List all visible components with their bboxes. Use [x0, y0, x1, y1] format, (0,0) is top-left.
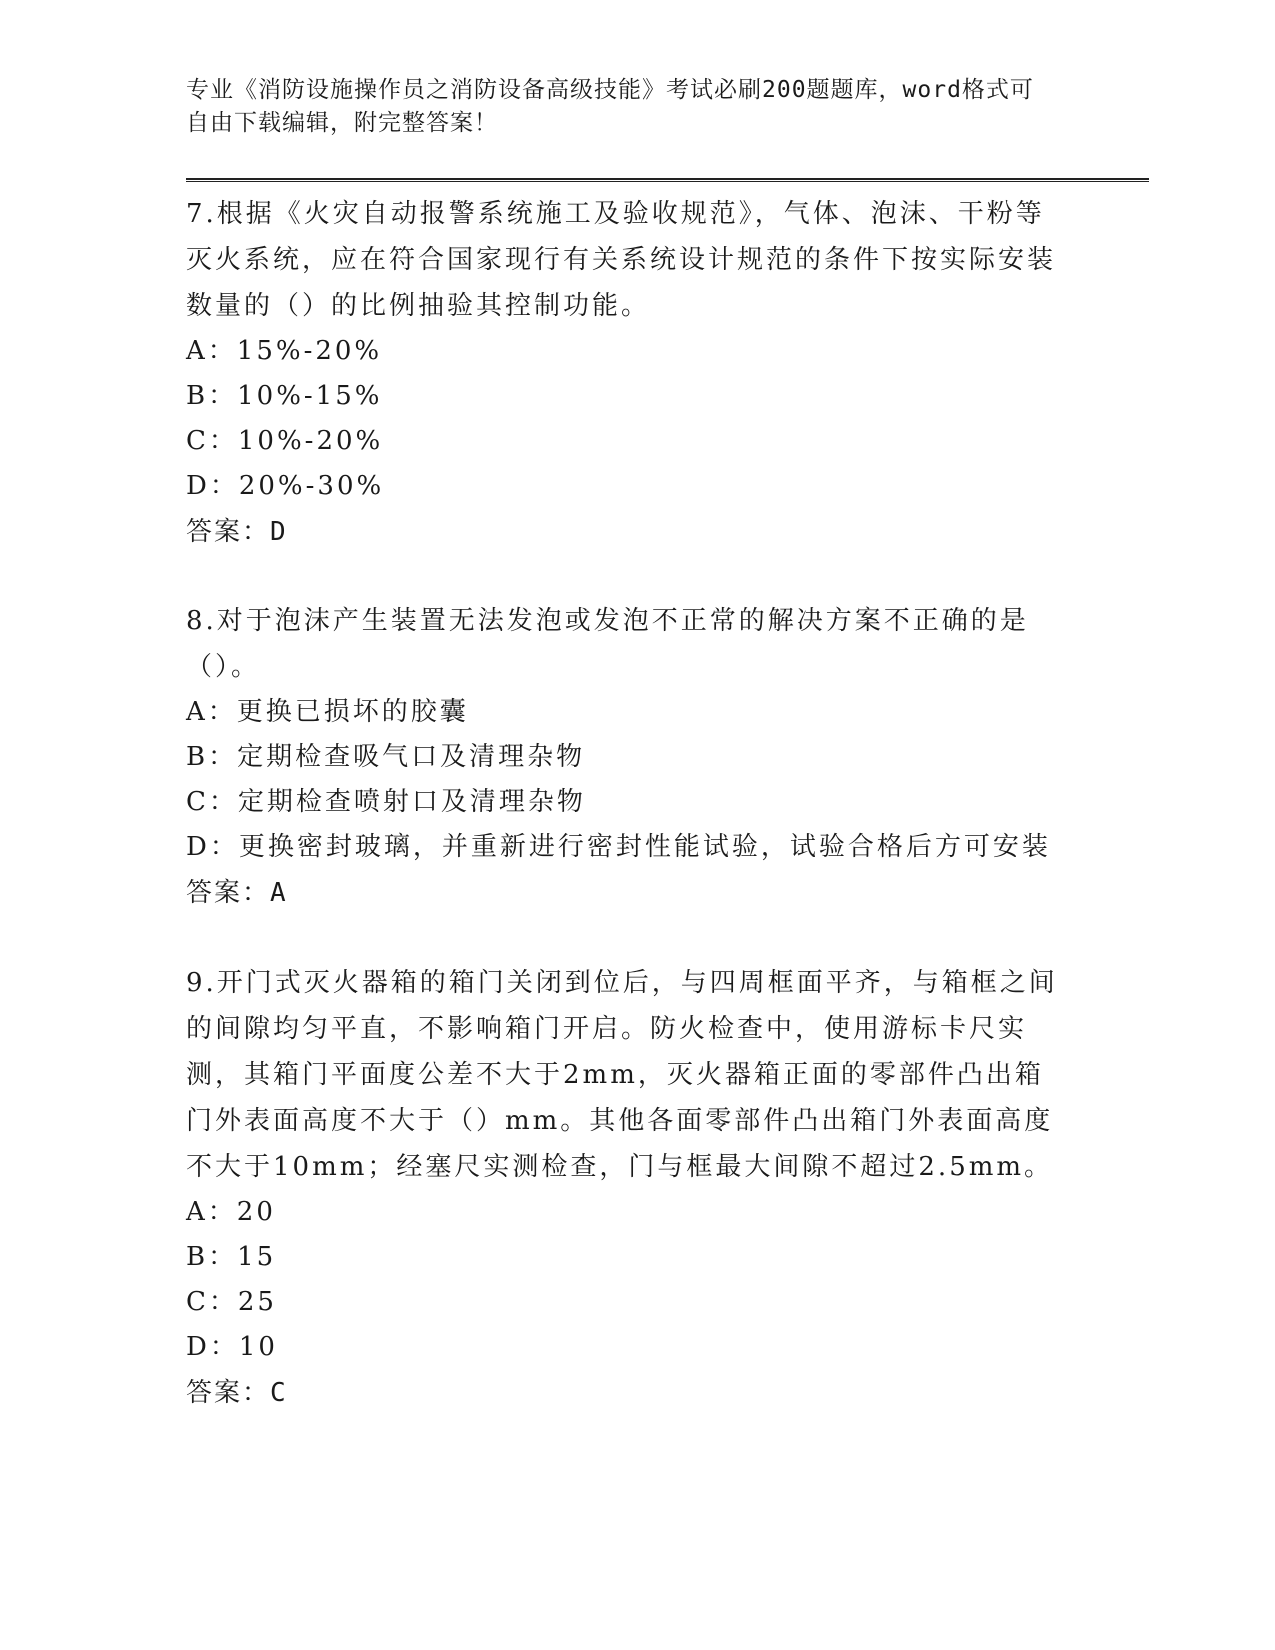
document-header [186, 74, 1086, 140]
question-stem: 7.根据《火灾自动报警系统施工及验收规范》，气体、泡沫、干粉等灭火系统，应在符合国家现行有关系统设计规范的条件下按实际安装数量的（）的比例抽验其控制功能。 [186, 199, 1057, 321]
question-stem: 8.对于泡沫产生装置无法发泡或发泡不正常的解决方案不正确的是（）。 [186, 606, 1029, 682]
option-d: D：10 [186, 1332, 278, 1362]
option-c: C：定期检查喷射口及清理杂物 [186, 787, 586, 817]
option-a: A：15%-20% [186, 336, 383, 366]
header-divider [186, 178, 1149, 182]
answer-label: 答案：D [186, 517, 288, 547]
answer-label: 答案：C [186, 1378, 288, 1408]
question-stem: 9.开门式灭火器箱的箱门关闭到位后，与四周框面平齐，与箱框之间的间隙均匀平直，不影响箱门开启。防火检查中，使用游标卡尺实测，其箱门平面度公差不大于2mm，灭火器箱正面的零部件凸出箱门外表面高度不大于（）mm。其他各面零部件凸出箱门外表面高度不大于10mm；经塞尺实测检查，门与框最大间隙不超过2.5mm。 [186, 968, 1058, 1182]
option-d: D：20%-30% [186, 471, 385, 501]
option-c: C：25 [186, 1287, 277, 1317]
question-9 [186, 960, 1086, 1416]
question-8 [186, 598, 1086, 916]
header-title-line-2: 自由下载编辑，附完整答案！ [186, 110, 498, 136]
option-a: A：20 [186, 1197, 276, 1227]
option-b: B：定期检查吸气口及清理杂物 [186, 742, 586, 772]
option-a: A：更换已损坏的胶囊 [186, 697, 469, 727]
question-7 [186, 191, 1086, 555]
option-b: B：15 [186, 1242, 277, 1272]
answer-label: 答案：A [186, 878, 288, 908]
option-b: B：10%-15% [186, 381, 383, 411]
option-d: D：更换密封玻璃，并重新进行密封性能试验，试验合格后方可安装 [186, 832, 1051, 862]
header-title-line-1: 专业《消防设施操作员之消防设备高级技能》考试必刷200题题库，word格式可 [186, 77, 1034, 103]
option-c: C：10%-20% [186, 426, 384, 456]
